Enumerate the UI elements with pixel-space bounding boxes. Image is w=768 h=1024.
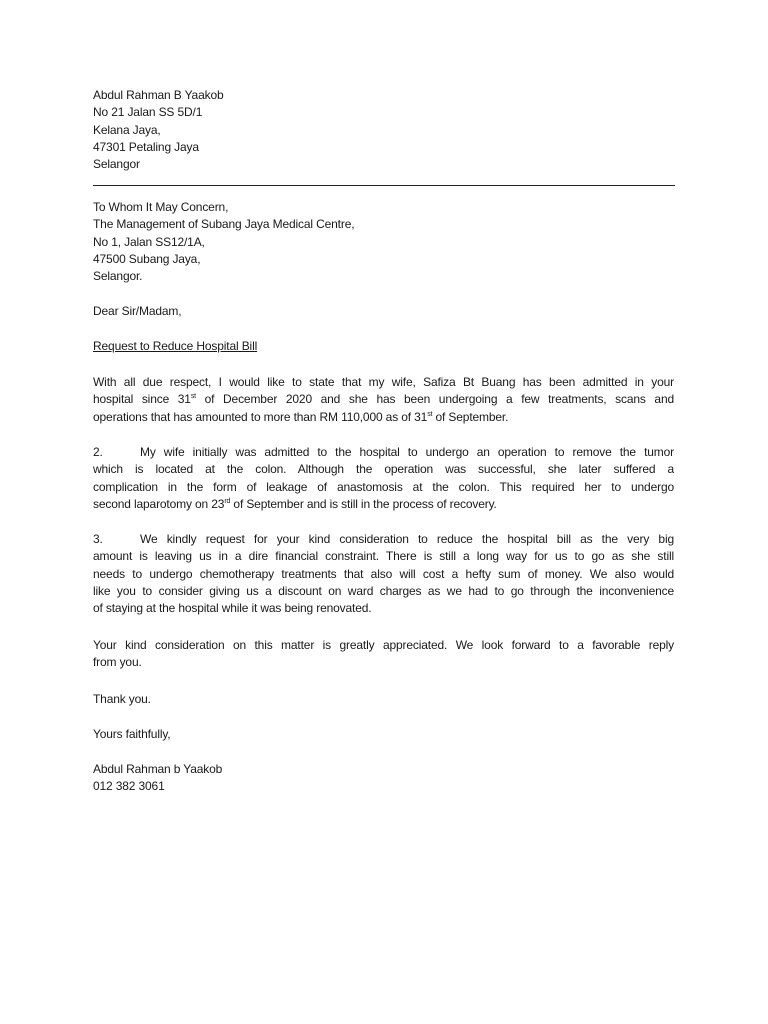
recipient-address [93,199,674,285]
line-text: needs to undergo chemotherapy treatments that also will cost a hefty sum of money. We also would [93,566,674,581]
subject: Request to Reduce Hospital Bill [93,339,258,353]
line-text: My wife initially was admitted to the hospital to undergo an operation to remove the tumor [140,445,674,459]
line-text: operations that has amounted to more than RM 110,000 as of 31 [93,409,428,424]
line-text: Your kind consideration on this matter is greatly appreciated. We look forward to a favorable reply [93,638,674,652]
paragraph-line [93,479,674,496]
line-text: of December 2020 and she has been undergoing a few treatments, scans and [195,392,674,407]
paragraph-line [93,496,674,513]
sender-line: Kelana Jaya, [93,122,161,137]
line-text: of September. [432,409,509,424]
sender-line: Selangor [93,157,140,172]
paragraph-number: 2. [93,445,103,459]
superscript: st [190,393,196,401]
recipient-line: To Whom It May Concern, [93,200,229,214]
line-text: hospital since 31 [93,392,191,407]
paragraph-line [93,374,674,391]
superscript: rd [224,497,231,505]
paragraph-4 [93,637,674,672]
paragraph-2 [93,444,674,513]
thanks: Thank you. [93,692,151,706]
line-text: of staying at the hospital while it was being renovated. [93,601,372,616]
divider [93,185,675,186]
line-text: With all due respect, I would like to state that my wife, Safiza Bt Buang has been admitted in your [93,375,674,389]
paragraph-line [93,531,674,548]
paragraph-number: 3. [93,532,103,546]
paragraph-line [93,654,674,671]
line-text: second laparotomy on 23 [93,496,225,511]
sender-line: No 21 Jalan SS 5D/1 [93,105,203,120]
signature-block [93,761,674,796]
paragraph-line [93,391,674,408]
paragraph-line [93,566,674,583]
paragraph-line [93,637,674,654]
paragraph-1 [93,374,674,426]
paragraph-line [93,444,674,461]
paragraph-line [93,548,674,565]
line-text: complication in the form of leakage of anastomosis at the colon. This required her to undergo [93,479,674,494]
paragraph-line [93,583,674,600]
paragraph-line [93,600,674,617]
sender-address [93,87,674,173]
recipient-line: 47500 Subang Jaya, [93,251,201,266]
recipient-line: Selangor. [93,269,143,284]
paragraph-line [93,409,674,426]
closing: Yours faithfully, [93,727,171,741]
salutation: Dear Sir/Madam, [93,304,182,318]
paragraph-3 [93,531,674,617]
recipient-line: No 1, Jalan SS12/1A, [93,234,205,249]
recipient-line: The Management of Subang Jaya Medical Centre, [93,217,355,232]
sender-line: Abdul Rahman B Yaakob [93,88,224,102]
subject-line [93,338,674,355]
superscript: st [427,410,433,418]
signature-phone: 012 382 3061 [93,779,165,794]
paragraph-line [93,461,674,478]
line-text: like you to consider giving us a discount on ward charges as we had to go through the inconvenience [93,583,674,598]
line-text: which is located at the colon. Although the operation was successful, she later suffered a [93,462,674,477]
line-text: from you. [93,655,142,670]
line-text: We kindly request for your kind consideration to reduce the hospital bill as the very big [140,532,674,546]
line-text: of September and is still in the process of recovery. [230,496,497,511]
sender-line: 47301 Petaling Jaya [93,139,199,154]
signature-name: Abdul Rahman b Yaakob [93,762,223,776]
line-text: amount is leaving us in a dire financial constraint. There is still a long way for us to go as she still [93,549,674,564]
